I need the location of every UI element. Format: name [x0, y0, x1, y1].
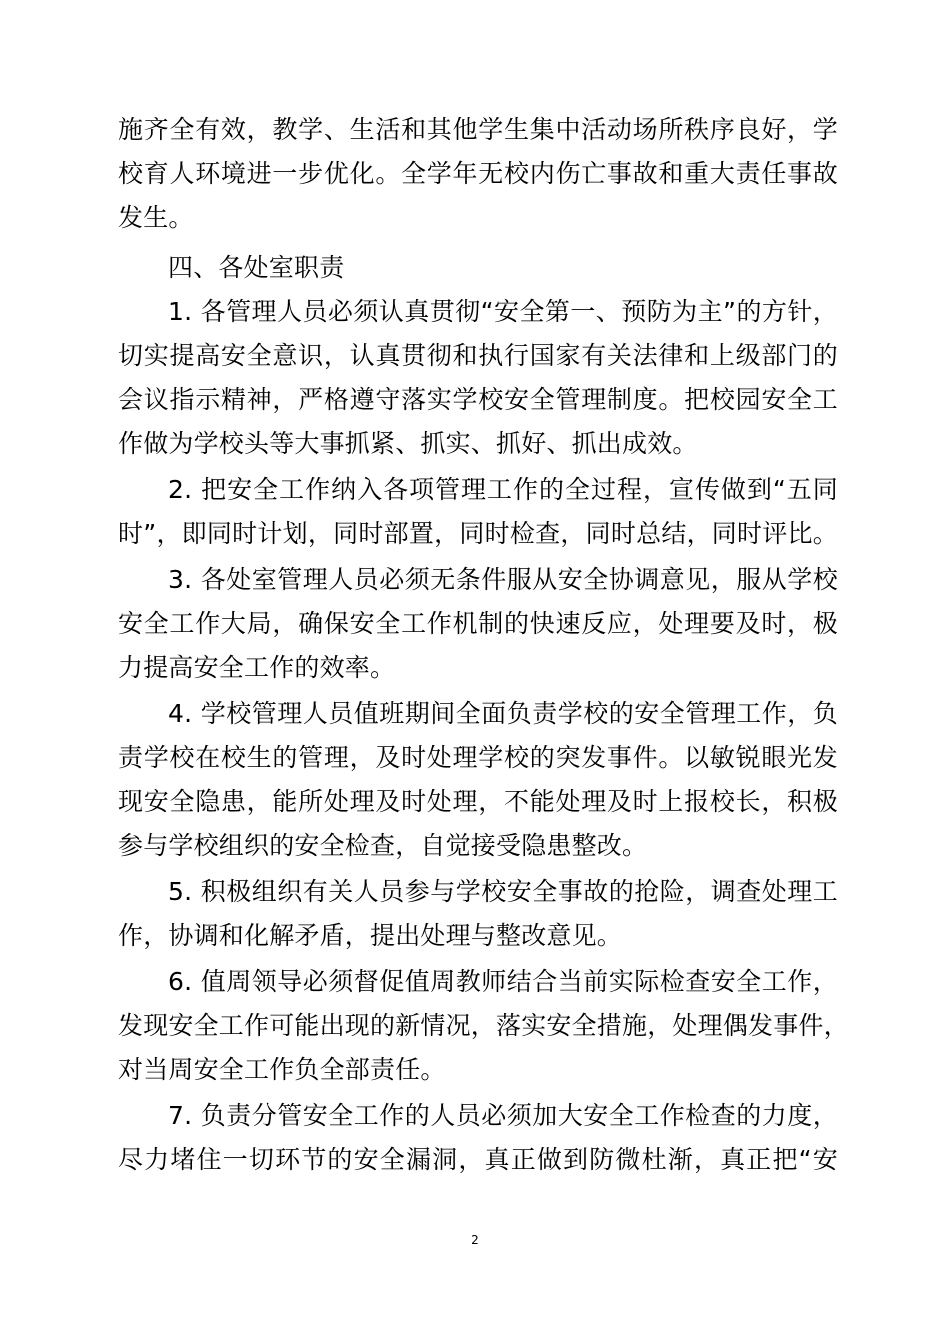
text-line: 力提高安全工作的效率。 [118, 653, 396, 682]
text-line: 发现安全工作可能出现的新情况，落实安全措施，处理偶发事件， [118, 1011, 849, 1040]
text-line: 现安全隐患，能所处理及时处理，不能处理及时上报校长，积极 [118, 787, 838, 816]
text-line: 安全工作大局，确保安全工作机制的快速反应，处理要及时，极 [118, 609, 838, 638]
text-line: 参与学校组织的安全检查，自觉接受隐患整改。 [118, 831, 648, 860]
text-line: 6. 值周领导必须督促值周教师结合当前实际检查安全工作， [168, 967, 838, 996]
section-heading: 四、各处室职责 [168, 253, 345, 282]
text-line: 会议指示精神，严格遵守落实学校安全管理制度。把校园安全工 [118, 385, 838, 414]
text-line: 时”，即同时计划，同时部置，同时检查，同时总结，同时评比。 [118, 519, 838, 548]
text-line: 作做为学校头等大事抓紧、抓实、抓好、抓出成效。 [118, 429, 698, 458]
text-line: 2. 把安全工作纳入各项管理工作的全过程，宣传做到“五同 [168, 475, 838, 504]
text-line: 切实提高安全意识，认真贯彻和执行国家有关法律和上级部门的 [118, 341, 838, 370]
text-line: 对当周安全工作负全部责任。 [118, 1055, 446, 1084]
text-line: 1. 各管理人员必须认真贯彻“安全第一、预防为主”的方针， [168, 297, 838, 326]
text-line: 5. 积极组织有关人员参与学校安全事故的抢险，调查处理工 [168, 877, 838, 906]
text-line: 7. 负责分管安全工作的人员必须加大安全工作检查的力度， [168, 1101, 838, 1130]
text-line: 施齐全有效，教学、生活和其他学生集中活动场所秩序良好，学 [118, 115, 838, 144]
text-line: 作，协调和化解矛盾，提出处理与整改意见。 [118, 921, 623, 950]
text-line: 3. 各处室管理人员必须无条件服从安全协调意见，服从学校 [168, 565, 838, 594]
text-line: 校育人环境进一步优化。全学年无校内伤亡事故和重大责任事故 [118, 159, 838, 188]
text-line: 尽力堵住一切环节的安全漏洞，真正做到防微杜渐，真正把“安 [118, 1145, 838, 1174]
page-number: 2 [471, 1233, 479, 1247]
text-line: 发生。 [118, 203, 194, 232]
text-line: 4. 学校管理人员值班期间全面负责学校的安全管理工作，负 [168, 699, 838, 728]
text-line: 责学校在校生的管理，及时处理学校的突发事件。以敏锐眼光发 [118, 743, 838, 772]
